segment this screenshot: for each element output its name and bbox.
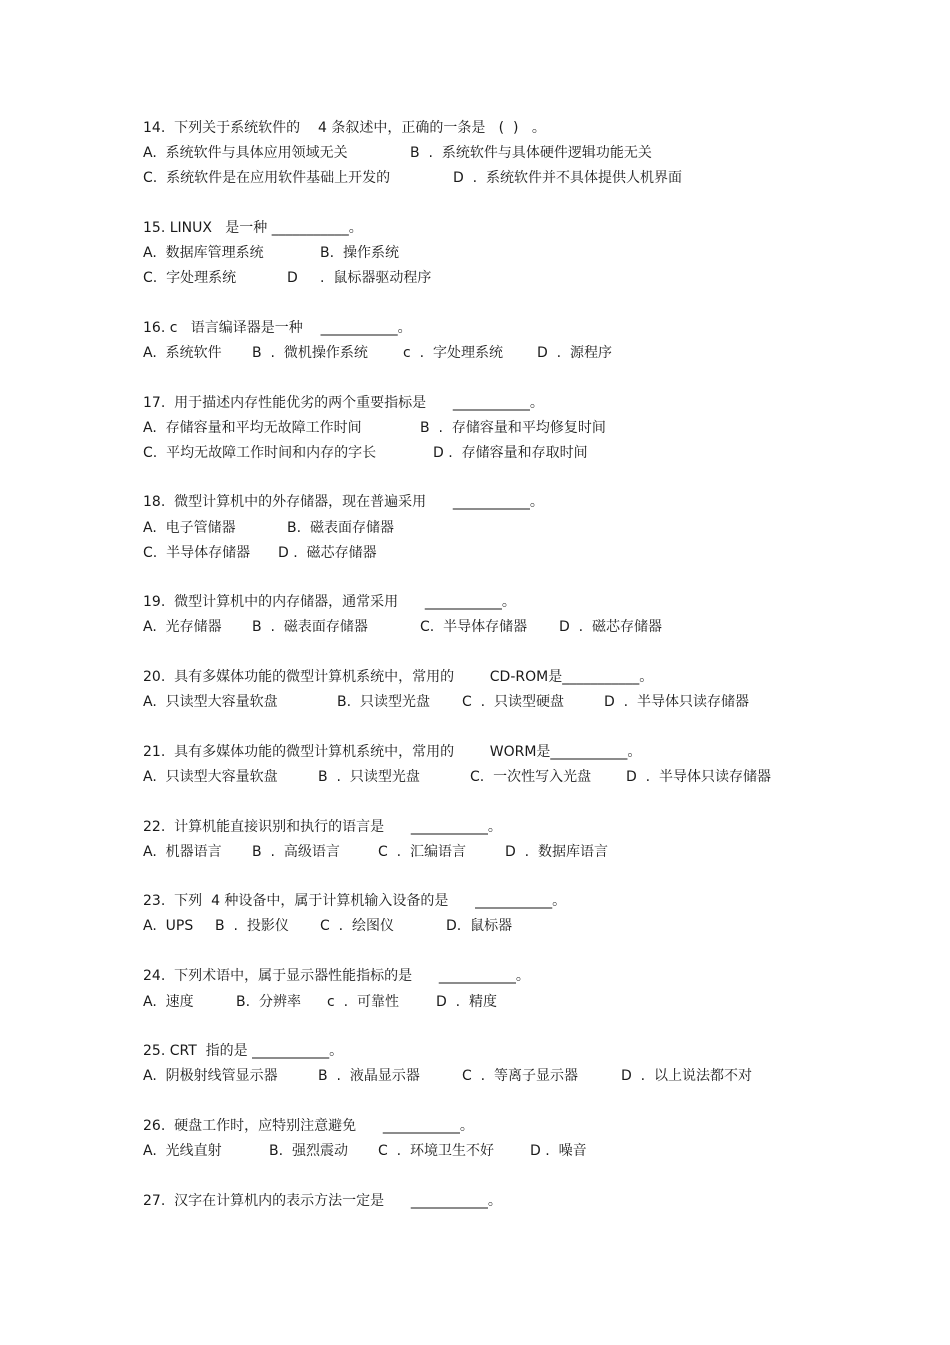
question-stem: 14. 下列关于系统软件的 4 条叙述中，正确的一条是 ( ) 。 bbox=[143, 120, 546, 136]
answer-option: D . 源程序 bbox=[537, 345, 613, 361]
question-stem: 22. 计算机能直接识别和执行的语言是 ___________。 bbox=[143, 819, 502, 835]
answer-option: A. 机器语言 bbox=[143, 844, 222, 860]
answer-option: C. 半导体存储器 bbox=[143, 545, 251, 561]
answer-option: A. 阴极射线管显示器 bbox=[143, 1068, 278, 1084]
answer-option: D . 半导体只读存储器 bbox=[604, 694, 750, 710]
answer-option: B . 液晶显示器 bbox=[318, 1068, 420, 1084]
question-stem: 21. 具有多媒体功能的微型计算机系统中，常用的 WORM是___________。 bbox=[143, 744, 642, 760]
answer-option: B. 磁表面存储器 bbox=[287, 520, 394, 536]
answer-option: C. 半导体存储器 bbox=[420, 619, 528, 635]
answer-option: C . 等离子显示器 bbox=[462, 1068, 579, 1084]
answer-option: A. 速度 bbox=[143, 994, 194, 1010]
answer-option: D . 磁芯存储器 bbox=[278, 545, 377, 561]
question-stem: 25. CRT 指的是 ___________。 bbox=[143, 1043, 344, 1059]
answer-option: C. 平均无故障工作时间和内存的字长 bbox=[143, 445, 377, 461]
answer-option: D . 鼠标器驱动程序 bbox=[287, 270, 432, 286]
question-stem: 26. 硬盘工作时，应特别注意避免 ___________。 bbox=[143, 1118, 474, 1134]
answer-option: C . 环境卫生不好 bbox=[378, 1143, 495, 1159]
answer-option: D . 系统软件并不具体提供人机界面 bbox=[453, 170, 683, 186]
answer-option: C. 系统软件是在应用软件基础上开发的 bbox=[143, 170, 391, 186]
answer-option: A. 数据库管理系统 bbox=[143, 245, 264, 261]
answer-option: D . 精度 bbox=[436, 994, 498, 1010]
answer-option: D. 鼠标器 bbox=[446, 918, 513, 934]
answer-option: C. 一次性写入光盘 bbox=[470, 769, 592, 785]
answer-option: A. 存储容量和平均无故障工作时间 bbox=[143, 420, 362, 436]
answer-option: D . 噪音 bbox=[530, 1143, 587, 1159]
answer-option: c . 可靠性 bbox=[327, 994, 399, 1010]
answer-option: D . 数据库语言 bbox=[505, 844, 609, 860]
answer-option: B . 系统软件与具体硬件逻辑功能无关 bbox=[410, 145, 652, 161]
answer-option: c . 字处理系统 bbox=[403, 345, 503, 361]
answer-option: A. 只读型大容量软盘 bbox=[143, 694, 278, 710]
answer-option: B . 高级语言 bbox=[252, 844, 340, 860]
answer-option: D . 磁芯存储器 bbox=[559, 619, 663, 635]
question-stem: 16. c 语言编译器是一种 ___________。 bbox=[143, 320, 412, 336]
answer-option: B . 存储容量和平均修复时间 bbox=[420, 420, 606, 436]
question-stem: 18. 微型计算机中的外存储器，现在普遍采用 ___________。 bbox=[143, 494, 544, 510]
answer-option: A. 系统软件 bbox=[143, 345, 222, 361]
answer-option: A. 电子管储器 bbox=[143, 520, 236, 536]
answer-option: A. UPS bbox=[143, 918, 194, 934]
answer-option: A. 系统软件与具体应用领域无关 bbox=[143, 145, 348, 161]
answer-option: C . 只读型硬盘 bbox=[462, 694, 565, 710]
answer-option: B . 只读型光盘 bbox=[318, 769, 420, 785]
answer-option: B. 只读型光盘 bbox=[337, 694, 430, 710]
answer-option: B . 投影仪 bbox=[215, 918, 289, 934]
answer-option: D . 半导体只读存储器 bbox=[626, 769, 772, 785]
answer-option: B. 强烈震动 bbox=[269, 1143, 348, 1159]
answer-option: D . 存储容量和存取时间 bbox=[433, 445, 588, 461]
question-stem: 24. 下列术语中，属于显示器性能指标的是 ___________。 bbox=[143, 968, 530, 984]
question-stem: 19. 微型计算机中的内存储器，通常采用 ___________。 bbox=[143, 594, 516, 610]
question-stem: 15. LINUX 是一种 ___________。 bbox=[143, 220, 363, 236]
answer-option: C. 字处理系统 bbox=[143, 270, 237, 286]
answer-option: D . 以上说法都不对 bbox=[621, 1068, 753, 1084]
question-stem: 17. 用于描述内存性能优劣的两个重要指标是 ___________。 bbox=[143, 395, 544, 411]
question-stem: 27. 汉字在计算机内的表示方法一定是 ___________。 bbox=[143, 1193, 502, 1209]
question-stem: 20. 具有多媒体功能的微型计算机系统中，常用的 CD-ROM是___________。 bbox=[143, 669, 654, 685]
answer-option: B. 操作系统 bbox=[320, 245, 399, 261]
answer-option: C . 绘图仪 bbox=[320, 918, 395, 934]
answer-option: B . 微机操作系统 bbox=[252, 345, 368, 361]
answer-option: B . 磁表面存储器 bbox=[252, 619, 368, 635]
answer-option: A. 光存储器 bbox=[143, 619, 222, 635]
answer-option: A. 光线直射 bbox=[143, 1143, 222, 1159]
answer-option: C . 汇编语言 bbox=[378, 844, 467, 860]
question-stem: 23. 下列 4 种设备中，属于计算机输入设备的是 ___________。 bbox=[143, 893, 567, 909]
answer-option: B. 分辨率 bbox=[236, 994, 301, 1010]
answer-option: A. 只读型大容量软盘 bbox=[143, 769, 278, 785]
